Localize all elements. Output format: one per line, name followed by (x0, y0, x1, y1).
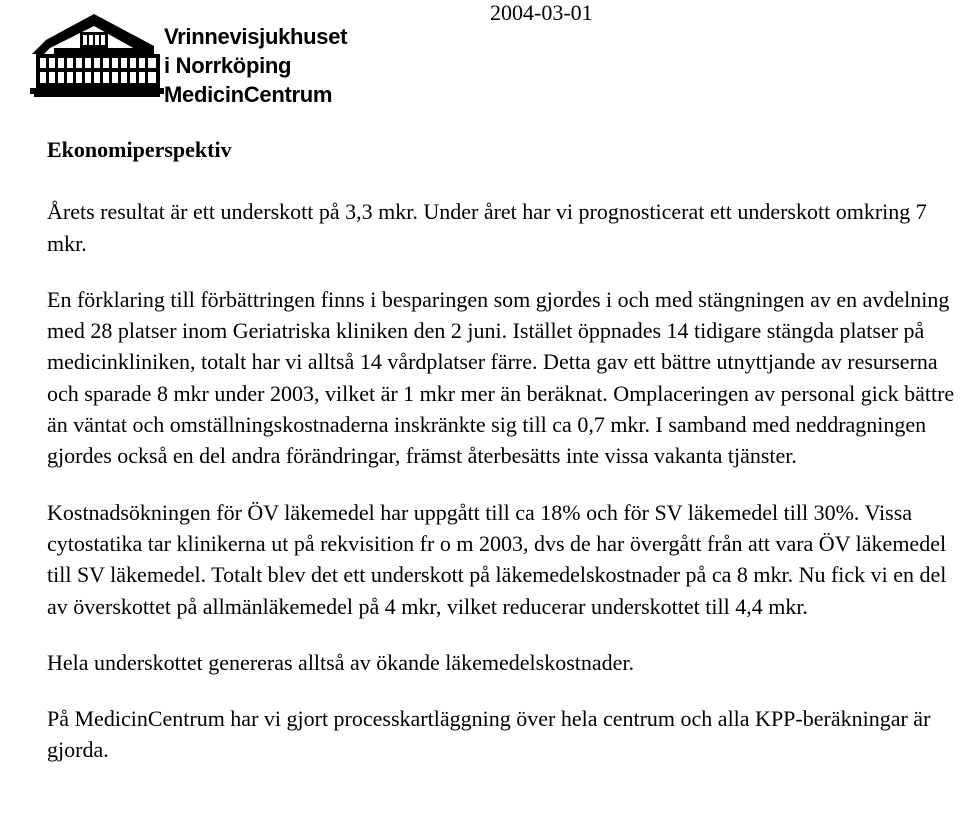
logo-line-hospital: Vrinnevisjukhuset (164, 24, 348, 49)
paragraph-deficit-summary: Hela underskottet genereras alltså av ökande läkemedelskostnader. (47, 649, 635, 675)
logo-line-city: i Norrköping (164, 53, 292, 78)
logo-line-department: MedicinCentrum (164, 82, 333, 107)
paragraph-process-mapping: På MedicinCentrum har vi gjort processkartläggning över hela centrum och alla KPP-beräkningar är gjorda. (47, 706, 931, 763)
paragraph-result: Årets resultat är ett underskott på 3,3 mkr. Under året har vi prognosticerat ett underskott omkring 7 mkr. (47, 199, 927, 256)
hospital-building-icon (30, 14, 165, 109)
section-heading: Ekonomiperspektiv (47, 137, 232, 162)
paragraph-explanation: En förklaring till förbättringen finns i besparingen som gjordes i och med stängningen av en avdelning med 28 platser inom Geriatriska kliniken den 2 juni. Istället öppnades 14 tidigare stängda platser på medicinkliniken, totalt har vi alltså 14 vårdplatser färre. Detta gav ett bättre utnyttjande av resurserna och sparade 8 mkr under 2003, vilket är 1 mkr mer än beräknat. Omplaceringen av personal gick bättre än väntat och omställningskostnaderna inskränkte sig till ca 0,7 mkr. I samband med neddragningen gjordes också en del andra förändringar, främst återbesätts inte vissa vakanta tjänster. (47, 286, 955, 469)
document-date: 2004-03-01 (490, 0, 593, 25)
paragraph-medication-costs: Kostnadsökningen för ÖV läkemedel har uppgått till ca 18% och för SV läkemedel till 30%. Vissa cytostatika tar klinikerna ut på rekvisition fr o m 2003, dvs de har övergått från att vara ÖV läkemedel till SV läkemedel. Totalt blev det ett underskott på läkemedelskostnader på ca 8 mkr. Nu fick vi en del av överskottet på allmänläkemedel på 4 mkr, vilket reducerar underskottet till 4,4 mkr. (47, 499, 947, 619)
document-body (47, 134, 957, 766)
hospital-logo (30, 14, 370, 109)
